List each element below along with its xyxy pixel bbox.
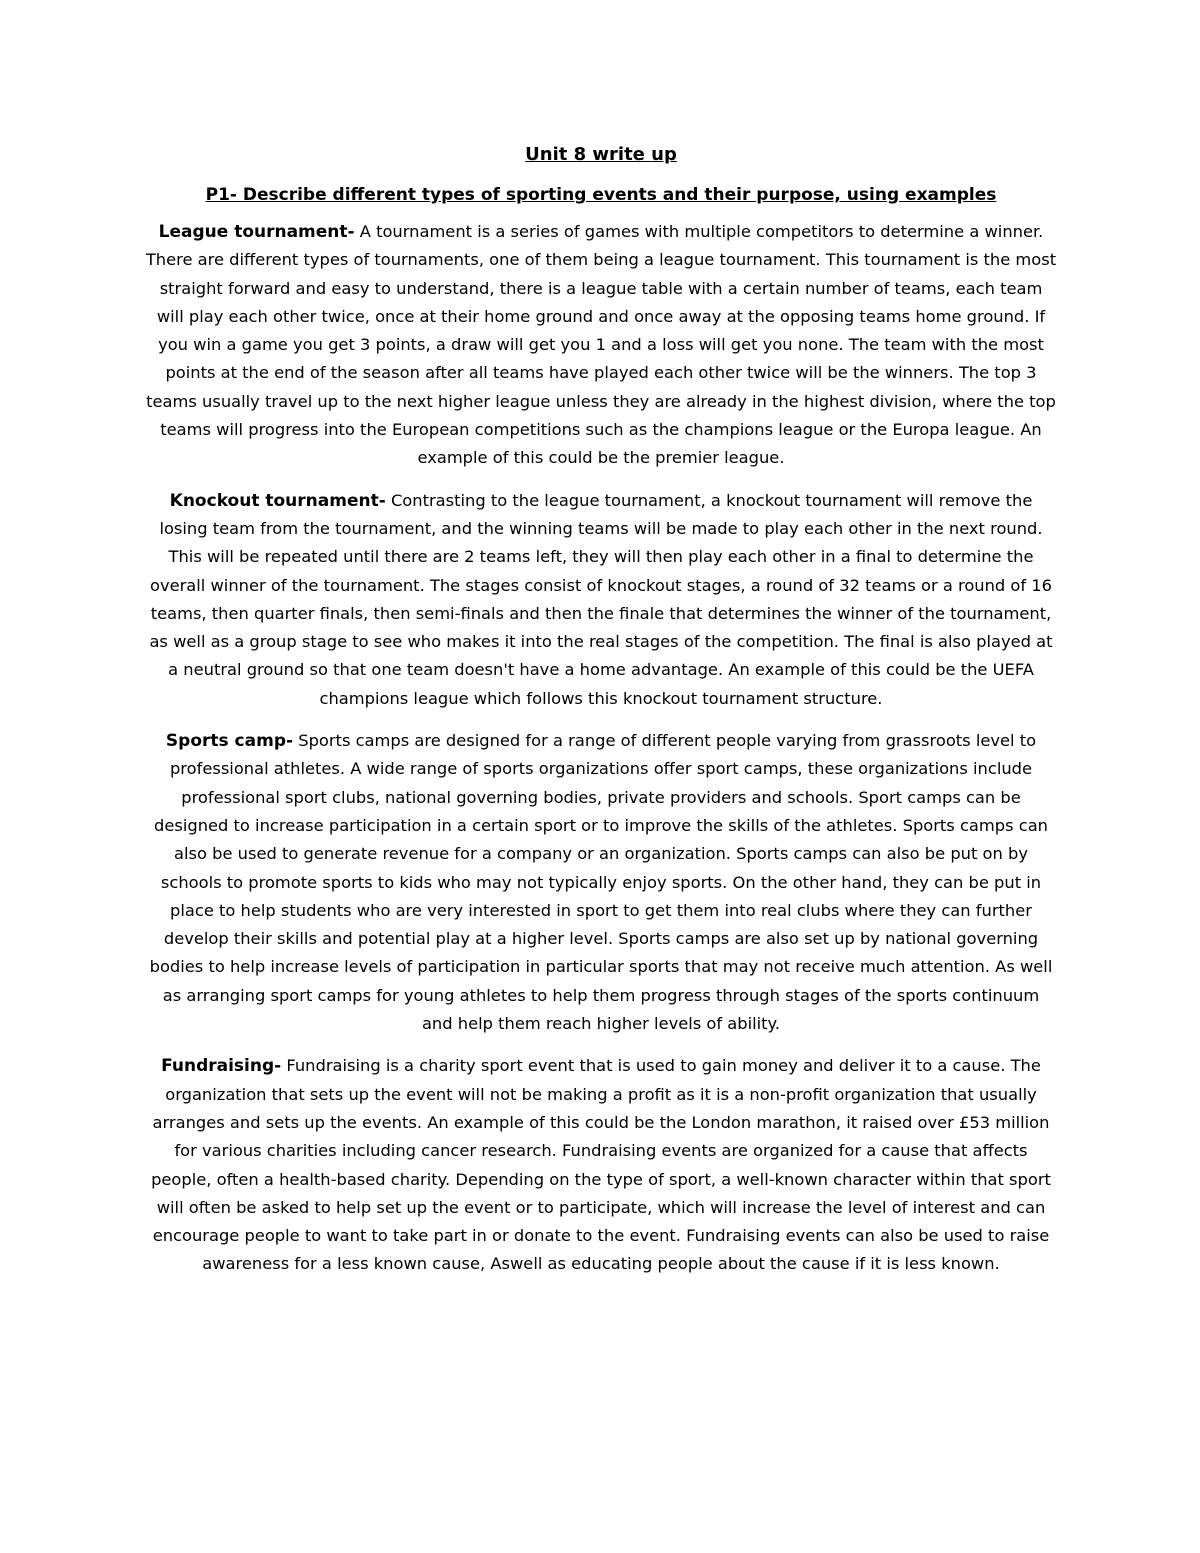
- section-body: Fundraising is a charity sport event that is used to gain money and deliver it to a cause. The organization that sets up the event will not be making a profit as it is a non-profit organization that usually arranges and sets up the events. An example of this could be the London marathon, it raised over £53 million for various charities including cancer research. Fundraising events are organized for a cause that affects people, often a health-based charity. Depending on the type of sport, a well-known character within that sport will often be asked to help set up the event or to participate, which will increase the level of interest and can encourage people to want to take part in or donate to the event. Fundraising events can also be used to raise awareness for a less known cause, Aswell as educating people about the cause if it is less known.: [151, 1056, 1051, 1274]
- section-body: Contrasting to the league tournament, a knockout tournament will remove the losing team from the tournament, and the winning teams will be made to play each other in the next round. This will be repeated until there are 2 teams left, they will then play each other in a final to determine the overall winner of the tournament. The stages consist of knockout stages, a round of 32 teams or a round of 16 teams, then quarter finals, then semi-finals and then the finale that determines the winner of the tournament, as well as a group stage to see who makes it into the real stages of the competition. The final is also played at a neutral ground so that one team doesn't have a home advantage. An example of this could be the UEFA champions league which follows this knockout tournament structure.: [149, 490, 1053, 708]
- section-heading: League tournament-: [158, 222, 355, 242]
- section-heading: Knockout tournament-: [169, 490, 386, 511]
- document-title: Unit 8 write up: [525, 144, 677, 165]
- document-page: [145, 140, 1057, 1293]
- section-fundraising: [145, 1052, 1057, 1278]
- section-heading: Sports camp-: [165, 731, 294, 752]
- section-sports-camp: [145, 727, 1057, 1038]
- section-body: A tournament is a series of games with multiple competitors to determine a winner. There are different types of tournaments, one of them being a league tournament. This tournament is the most straight forward and easy to understand, there is a league table with a certain number of teams, each team will play each other twice, once at their home ground and once away at the opposing teams home ground. If you win a game you get 3 points, a draw will get you 1 and a loss will get you none. The team with the most points at the end of the season after all teams have played each other twice will be the winners. The top 3 teams usually travel up to the next higher league unless they are already in the highest division, where the top teams will progress into the European competitions such as the champions league or the Europa league. An example of this could be the premier league.: [145, 222, 1057, 468]
- section-knockout-tournament: [145, 487, 1057, 713]
- section-heading: Fundraising-: [161, 1056, 282, 1077]
- document-subtitle: P1- Describe different types of sporting events and their purpose, using examples: [205, 185, 997, 205]
- section-body: Sports camps are designed for a range of different people varying from grassroots level to professional athletes. A wide range of sports organizations offer sport camps, these organizations include professional sport clubs, national governing bodies, private providers and schools. Sport camps can be designed to increase participation in a certain sport or to improve the skills of the athletes. Sports camps can also be used to generate revenue for a company or an organization. Sports camps can also be put on by schools to promote sports to kids who may not typically enjoy sports. On the other hand, they can be put in place to help students who are very interested in sport to get them into real clubs where they can further develop their skills and potential play at a higher level. Sports camps are also set up by national governing bodies to help increase levels of participation in particular sports that may not receive much attention. As well as arranging sport camps for young athletes to help them progress through stages of the sports continuum and help them reach higher levels of ability.: [149, 731, 1053, 1034]
- section-league-tournament: [145, 218, 1057, 473]
